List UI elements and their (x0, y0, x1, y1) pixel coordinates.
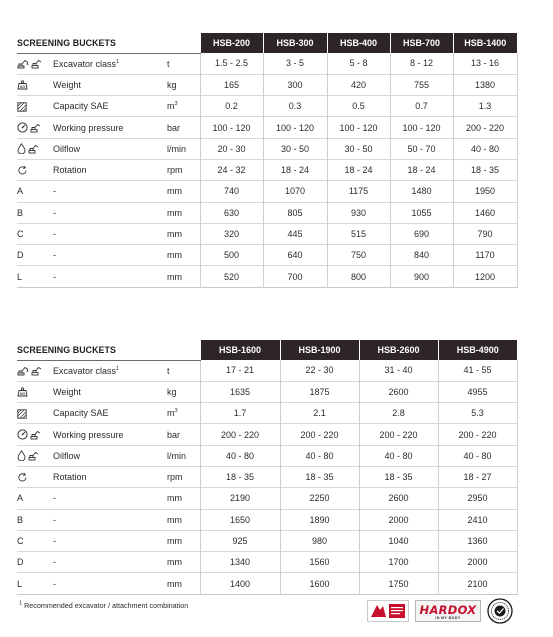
row-unit-text: bar (167, 122, 181, 133)
dimension-letter: D (17, 557, 24, 568)
footnote-marker: 1 (19, 600, 23, 607)
value-cell: 750 (327, 245, 390, 266)
value-cell: 630 (200, 202, 263, 223)
row-unit-text: mm (167, 207, 182, 218)
row-icon-cell (17, 74, 53, 95)
svg-text:KG: KG (19, 392, 26, 397)
value-cell: 50 - 70 (390, 138, 453, 159)
row-unit-text: mm (167, 557, 182, 568)
oilflow-icon (17, 143, 26, 154)
value-cell: 2410 (438, 509, 517, 530)
row-unit (167, 466, 200, 487)
value-cell: 840 (390, 245, 453, 266)
model-header-hsb-700: HSB-700 (390, 33, 453, 53)
excavator-small-icon (30, 123, 41, 133)
row-label-text: - (53, 493, 56, 504)
value-cell: 40 - 80 (438, 445, 517, 466)
row-label (53, 202, 167, 223)
value-cell: 755 (390, 74, 453, 95)
row-label-text: Oilflow (53, 143, 81, 154)
footnote-text: Recommended excavator / attachment combination (24, 601, 189, 610)
value-cell: 1380 (453, 74, 517, 95)
row-icon-cell (17, 159, 53, 180)
spec-table-large (17, 340, 518, 595)
value-cell: 4955 (438, 381, 517, 402)
table-row (17, 360, 517, 381)
value-cell: 200 - 220 (280, 424, 359, 445)
model-header-hsb-400: HSB-400 (327, 33, 390, 53)
value-cell: 3 - 5 (263, 53, 327, 74)
dimension-letter: A (17, 186, 24, 197)
row-label (53, 403, 167, 424)
row-label (53, 96, 167, 117)
table-row (17, 381, 517, 402)
row-label (53, 245, 167, 266)
value-cell: 18 - 24 (263, 159, 327, 180)
rotation-icon (17, 165, 28, 176)
row-unit (167, 53, 200, 74)
value-cell: 790 (453, 223, 517, 244)
row-unit (167, 360, 200, 381)
value-cell: 18 - 27 (438, 466, 517, 487)
row-unit (167, 424, 200, 445)
excavator-icon (17, 59, 29, 69)
value-cell: 300 (263, 74, 327, 95)
row-label-text: Working pressure (53, 429, 124, 440)
row-icon-cell (17, 424, 53, 445)
row-unit-text: bar (167, 429, 181, 440)
value-cell: 13 - 16 (453, 53, 517, 74)
table-row (17, 74, 517, 95)
value-cell: 1400 (200, 573, 280, 594)
table-row (17, 573, 517, 594)
model-header-hsb-1900: HSB-1900 (280, 340, 359, 360)
value-cell: 690 (390, 223, 453, 244)
excavator-small-icon (30, 430, 41, 440)
value-cell: 2.8 (359, 403, 438, 424)
row-unit-text: kg (167, 386, 177, 397)
row-unit-text: t (167, 365, 170, 376)
row-label-text: Capacity SAE (53, 408, 109, 419)
value-cell: 0.7 (390, 96, 453, 117)
row-label (53, 509, 167, 530)
value-cell: 445 (263, 223, 327, 244)
excavator-small-icon (28, 144, 39, 154)
row-unit (167, 245, 200, 266)
footnote-marker: 1 (116, 58, 120, 65)
value-cell: 1.3 (453, 96, 517, 117)
table-row (17, 403, 517, 424)
row-label-text: - (53, 557, 56, 568)
value-cell: 5 - 8 (327, 53, 390, 74)
value-cell: 0.3 (263, 96, 327, 117)
row-icon-cell (17, 403, 53, 424)
row-label-text: Excavator class (53, 58, 117, 69)
value-cell: 640 (263, 245, 327, 266)
row-unit (167, 530, 200, 551)
value-cell: 2000 (438, 552, 517, 573)
capacity-icon (17, 409, 27, 419)
partner-logo-icon (367, 600, 409, 622)
value-cell: 2.1 (280, 403, 359, 424)
pressure-icon (17, 122, 28, 133)
value-cell: 200 - 220 (359, 424, 438, 445)
value-cell: 930 (327, 202, 390, 223)
excavator-small-icon (31, 59, 42, 69)
value-cell: 40 - 80 (280, 445, 359, 466)
row-label-text: Weight (53, 386, 81, 397)
dimension-letter: B (17, 514, 24, 525)
value-cell: 2100 (438, 573, 517, 594)
row-unit-text: mm (167, 536, 182, 547)
value-cell: 1170 (453, 245, 517, 266)
value-cell: 320 (200, 223, 263, 244)
value-cell: 24 - 32 (200, 159, 263, 180)
row-icon-cell (17, 445, 53, 466)
row-label (53, 117, 167, 138)
dimension-letter: B (17, 207, 24, 218)
row-unit-text: mm (167, 250, 182, 261)
row-label-text: Capacity SAE (53, 101, 109, 112)
value-cell: 1460 (453, 202, 517, 223)
value-cell: 1200 (453, 266, 517, 287)
row-unit (167, 96, 200, 117)
oilflow-icon (17, 450, 26, 461)
value-cell: 0.2 (200, 96, 263, 117)
row-unit-text: rpm (167, 165, 183, 176)
value-cell: 2600 (359, 381, 438, 402)
row-unit-text: t (167, 58, 170, 69)
row-unit-text: mm (167, 514, 182, 525)
table-row (17, 552, 517, 573)
table-title: SCREENING BUCKETS (17, 33, 200, 53)
value-cell: 1650 (200, 509, 280, 530)
table-row (17, 424, 517, 445)
value-cell: 1070 (263, 181, 327, 202)
row-icon-cell (17, 138, 53, 159)
row-unit (167, 403, 200, 424)
row-label (53, 488, 167, 509)
table-header-row (17, 33, 517, 53)
value-cell: 8 - 12 (390, 53, 453, 74)
row-unit (167, 552, 200, 573)
row-icon-cell (17, 53, 53, 74)
value-cell: 17 - 21 (200, 360, 280, 381)
value-cell: 22 - 30 (280, 360, 359, 381)
row-label-text: Weight (53, 79, 81, 90)
value-cell: 420 (327, 74, 390, 95)
row-unit-text: mm (167, 578, 182, 589)
value-cell: 1340 (200, 552, 280, 573)
table-header-row (17, 340, 517, 360)
value-cell: 30 - 50 (263, 138, 327, 159)
value-cell: 18 - 35 (200, 466, 280, 487)
value-cell: 2950 (438, 488, 517, 509)
row-unit (167, 74, 200, 95)
value-cell: 41 - 55 (438, 360, 517, 381)
dimension-letter: C (17, 229, 24, 240)
value-cell: 18 - 35 (280, 466, 359, 487)
value-cell: 40 - 80 (359, 445, 438, 466)
row-label (53, 181, 167, 202)
value-cell: 200 - 220 (200, 424, 280, 445)
row-unit-text: m (167, 101, 175, 112)
row-label (53, 573, 167, 594)
value-cell: 1480 (390, 181, 453, 202)
row-unit (167, 509, 200, 530)
row-unit (167, 445, 200, 466)
value-cell: 20 - 30 (200, 138, 263, 159)
row-unit-text: mm (167, 493, 182, 504)
row-label-text: Rotation (53, 472, 87, 483)
hardox-logo-word: HARDOX (419, 603, 477, 617)
row-label-text: - (53, 250, 56, 261)
dimension-letter: A (17, 493, 24, 504)
value-cell: 100 - 120 (200, 117, 263, 138)
row-unit (167, 266, 200, 287)
value-cell: 1875 (280, 381, 359, 402)
row-icon-cell (17, 466, 53, 487)
hardox-logo (415, 600, 481, 622)
value-cell: 1055 (390, 202, 453, 223)
table-row (17, 245, 517, 266)
value-cell: 515 (327, 223, 390, 244)
rotation-icon (17, 472, 28, 483)
dimension-letter: L (17, 271, 23, 282)
seal-icon (487, 598, 513, 624)
value-cell: 1700 (359, 552, 438, 573)
row-label-text: - (53, 514, 56, 525)
footnote (19, 601, 188, 610)
dimension-letter: D (17, 250, 24, 261)
value-cell: 1950 (453, 181, 517, 202)
row-label (53, 530, 167, 551)
table-row (17, 138, 517, 159)
value-cell: 0.5 (327, 96, 390, 117)
row-label-text: Excavator class (53, 365, 117, 376)
row-label-text: Oilflow (53, 450, 81, 461)
value-cell: 18 - 24 (327, 159, 390, 180)
row-label (53, 466, 167, 487)
row-label-text: - (53, 207, 56, 218)
footnote-marker: 1 (116, 365, 120, 372)
table-row (17, 181, 517, 202)
model-header-hsb-2600: HSB-2600 (359, 340, 438, 360)
row-label (53, 223, 167, 244)
table-row (17, 445, 517, 466)
row-unit (167, 573, 200, 594)
table-title: SCREENING BUCKETS (17, 340, 200, 360)
table-row (17, 159, 517, 180)
row-label (53, 266, 167, 287)
row-label (53, 159, 167, 180)
value-cell: 805 (263, 202, 327, 223)
row-label (53, 53, 167, 74)
row-label (53, 138, 167, 159)
value-cell: 1635 (200, 381, 280, 402)
table-row (17, 223, 517, 244)
unit-exponent: 3 (174, 101, 178, 108)
row-unit-text: m (167, 408, 175, 419)
model-header-hsb-1400: HSB-1400 (453, 33, 517, 53)
value-cell: 1.7 (200, 403, 280, 424)
pressure-icon (17, 429, 28, 440)
table-row (17, 266, 517, 287)
table-row (17, 96, 517, 117)
table-row (17, 530, 517, 551)
row-label (53, 424, 167, 445)
value-cell: 30 - 50 (327, 138, 390, 159)
value-cell: 31 - 40 (359, 360, 438, 381)
table-row (17, 488, 517, 509)
spec-table-small (17, 33, 518, 288)
row-unit-text: l/min (167, 143, 187, 154)
model-header-hsb-300: HSB-300 (263, 33, 327, 53)
value-cell: 500 (200, 245, 263, 266)
dimension-letter: C (17, 536, 24, 547)
row-label-text: - (53, 229, 56, 240)
value-cell: 2190 (200, 488, 280, 509)
value-cell: 1040 (359, 530, 438, 551)
row-label-text: - (53, 186, 56, 197)
value-cell: 2600 (359, 488, 438, 509)
row-unit (167, 223, 200, 244)
table-row (17, 53, 517, 74)
value-cell: 18 - 35 (359, 466, 438, 487)
row-label-text: - (53, 578, 56, 589)
value-cell: 1600 (280, 573, 359, 594)
value-cell: 100 - 120 (327, 117, 390, 138)
table-row (17, 466, 517, 487)
value-cell: 18 - 35 (453, 159, 517, 180)
value-cell: 740 (200, 181, 263, 202)
row-icon-cell (17, 360, 53, 381)
excavator-icon (17, 366, 29, 376)
value-cell: 5.3 (438, 403, 517, 424)
value-cell: 925 (200, 530, 280, 551)
value-cell: 1750 (359, 573, 438, 594)
model-header-hsb-1600: HSB-1600 (200, 340, 280, 360)
row-unit-text: mm (167, 271, 182, 282)
value-cell: 200 - 220 (453, 117, 517, 138)
row-label (53, 74, 167, 95)
row-icon-cell (17, 96, 53, 117)
value-cell: 100 - 120 (390, 117, 453, 138)
value-cell: 1.5 - 2.5 (200, 53, 263, 74)
weight-icon (17, 80, 28, 90)
value-cell: 2000 (359, 509, 438, 530)
row-unit (167, 138, 200, 159)
row-unit-text: l/min (167, 450, 187, 461)
value-cell: 100 - 120 (263, 117, 327, 138)
value-cell: 520 (200, 266, 263, 287)
hardox-logo-tagline: IN MY BODY (435, 616, 461, 620)
row-label (53, 381, 167, 402)
svg-text:KG: KG (19, 85, 26, 90)
value-cell: 40 - 80 (453, 138, 517, 159)
value-cell: 40 - 80 (200, 445, 280, 466)
row-label-text: - (53, 271, 56, 282)
row-unit-text: mm (167, 186, 182, 197)
value-cell: 980 (280, 530, 359, 551)
row-unit (167, 381, 200, 402)
value-cell: 18 - 24 (390, 159, 453, 180)
value-cell: 2250 (280, 488, 359, 509)
capacity-icon (17, 102, 27, 112)
excavator-small-icon (28, 451, 39, 461)
value-cell: 1560 (280, 552, 359, 573)
model-header-hsb-200: HSB-200 (200, 33, 263, 53)
row-unit (167, 488, 200, 509)
row-unit (167, 181, 200, 202)
table-row (17, 509, 517, 530)
value-cell: 165 (200, 74, 263, 95)
brand-logos (367, 598, 517, 625)
row-unit-text: mm (167, 229, 182, 240)
row-icon-cell (17, 117, 53, 138)
row-label (53, 552, 167, 573)
unit-exponent: 3 (174, 408, 178, 415)
table-row (17, 117, 517, 138)
value-cell: 200 - 220 (438, 424, 517, 445)
row-label (53, 360, 167, 381)
dimension-letter: L (17, 578, 23, 589)
value-cell: 700 (263, 266, 327, 287)
value-cell: 1890 (280, 509, 359, 530)
value-cell: 1175 (327, 181, 390, 202)
row-label-text: Working pressure (53, 122, 124, 133)
value-cell: 1360 (438, 530, 517, 551)
row-label-text: Rotation (53, 165, 87, 176)
value-cell: 800 (327, 266, 390, 287)
row-unit-text: rpm (167, 472, 183, 483)
row-label (53, 445, 167, 466)
table-row (17, 202, 517, 223)
row-icon-cell (17, 381, 53, 402)
row-unit-text: kg (167, 79, 177, 90)
row-label-text: - (53, 536, 56, 547)
model-header-hsb-4900: HSB-4900 (438, 340, 517, 360)
row-unit (167, 202, 200, 223)
excavator-small-icon (31, 366, 42, 376)
row-unit (167, 159, 200, 180)
weight-icon (17, 387, 28, 397)
row-unit (167, 117, 200, 138)
value-cell: 900 (390, 266, 453, 287)
